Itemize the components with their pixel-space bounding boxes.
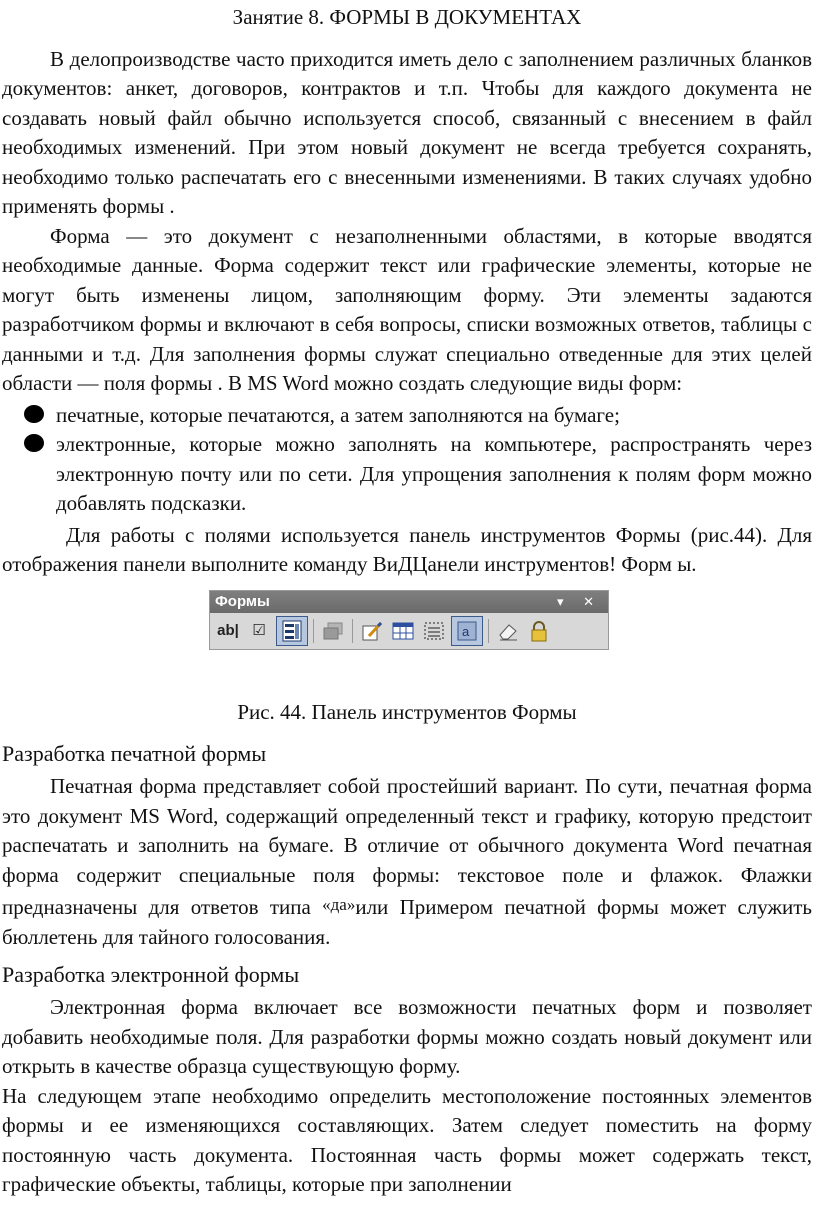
document-page [0,3,816,1200]
reset-fields-button[interactable] [494,617,522,645]
list-item [56,401,812,431]
toolbar-separator [313,619,314,643]
toolbar-separator [352,619,353,643]
section-heading-print-form: Разработка печатной формы [2,741,267,766]
eraser-icon [497,621,519,641]
toolbar-controls[interactable]: ▾ ✕ [556,593,602,609]
paragraph-toolbar-usage: Для работы с полями используется панель инструментов Формы (рис.44). Для отображения панели выполните команду ВиДЦанели инструментов! Форм ы. [2,522,812,576]
bullet-icon [24,434,44,452]
quote-yes: «да» [322,895,356,914]
field-options-button[interactable] [319,617,347,645]
form-field-shading-button[interactable] [451,616,483,646]
list-item [56,430,812,519]
dropdown-field-button[interactable] [276,616,308,646]
draw-table-button[interactable] [358,617,386,645]
print-form-text-b: или Примером печатной формы может служить бюллетень для тайного голосования. [2,895,812,949]
toolbar-buttons [210,613,608,649]
checkbox-button[interactable]: ☑ [252,621,266,639]
svg-text:a: a [462,623,470,639]
form-types-list [2,401,812,519]
insert-frame-button[interactable] [420,617,448,645]
paragraph-print-form [2,772,812,952]
shading-icon [456,620,478,642]
section-heading-electronic-form: Разработка электронной формы [2,962,300,987]
pencil-icon [361,620,383,642]
paragraph-intro: В делопроизводстве часто приходится иметь дело с заполнением различных бланков документов: анкет, договоров, контрактов и т.п. Чтобы для каждого документа не создавать новый файл обычно используется способ, связанный с внесением в файл необходимых изменений. При этом новый документ не всегда требуется сохранять, необходимо только распечатать его с внесенными изменениями. В таких случаях удобно применять формы . [2,46,812,218]
toolbar-separator [488,619,489,643]
forms-toolbar [209,590,609,650]
toolbar-title: Формы [215,592,270,610]
paragraph-next-step: На следующем этапе необходимо определить местоположение постоянных элементов формы и ее изменяющихся составляющих. Затем следует поместить на форму постоянную часть документа. Постоянная часть формы может содержать текст, графические объекты, таблицы, которые при заполнении [2,1083,812,1196]
print-form-text-a: Печатная форма представляет собой простейший вариант. По сути, печатная форма это документ MS Word, содержащий определенный текст и графику, которую предстоит распечатать и заполнить на бумаге. В отличие от обычного документа Word печатная форма содержит специальные поля формы: текстовое поле и флажок. Флажки предназначены для ответов типа [2,774,812,919]
lock-icon [529,620,549,642]
insert-table-button[interactable] [389,617,417,645]
toolbar-title-bar[interactable] [210,591,608,613]
list-item-text: печатные, которые печатаются, а затем заполняются на бумаге; [56,402,620,427]
table-icon [392,622,414,640]
field-options-icon [322,621,344,641]
bullet-icon [24,405,44,423]
frame-icon [423,620,445,642]
protect-form-button[interactable] [525,617,553,645]
paragraph-electronic-form: Электронная форма включает все возможности печатных форм и позволяет добавить необходимые поля. Для разработки формы можно создать новый документ или открыть в качестве образца существующую форму. [2,995,812,1078]
paragraph-form-definition: Форма — это документ с незаполненными областями, в которые вводятся необходимые данные. Форма содержит текст или графические элементы, которые не могут быть изменены лицом, заполняющим форму. Эти элементы задаются разработчиком формы и включают в себя вопросы, списки возможных ответов, таблицы с данными и т.д. Для заполнения формы служат специально отведенные для этих целей области — поля формы . В MS Word можно создать следующие виды форм: [2,223,812,395]
page-title: Занятие 8. ФОРМЫ В ДОКУМЕНТАХ [232,5,582,29]
dropdown-field-icon [282,620,302,642]
figure [2,580,812,680]
list-item-text: электронные, которые можно заполнять на компьютере, распространять через электронную почту или по сети. Для упрощения заполнения к полям форм можно добавлять подсказки. [56,432,812,515]
text-field-button[interactable]: ab| [217,621,239,639]
figure-caption: Рис. 44. Панель инструментов Формы [237,699,577,724]
